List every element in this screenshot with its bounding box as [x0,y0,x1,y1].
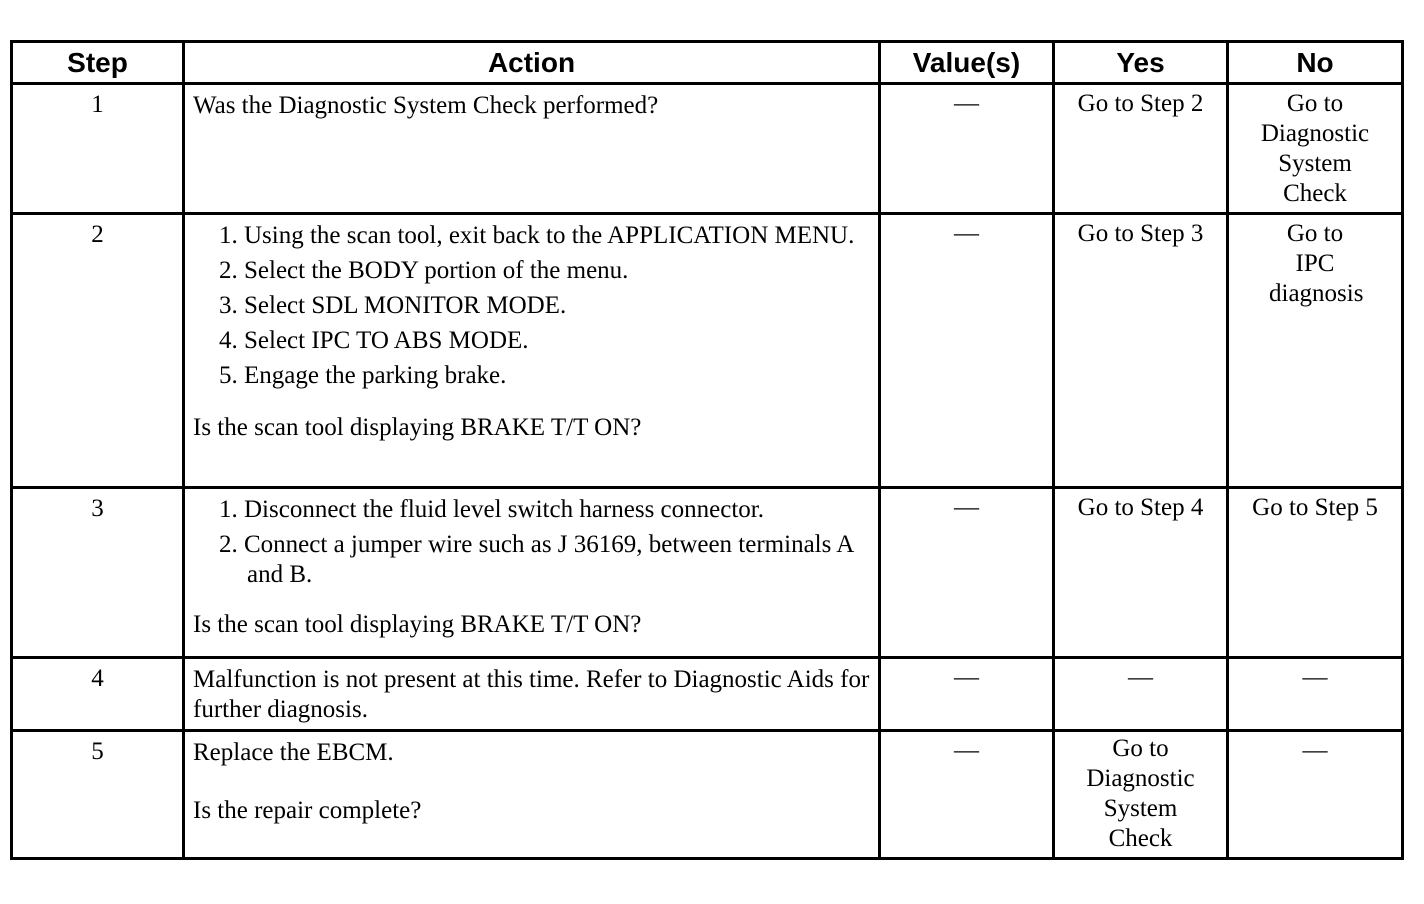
yes-text: Go to Diagnostic System Check [1086,735,1195,852]
action-cell [184,214,880,488]
no-text: — [1302,737,1328,764]
header-values: Value(s) [880,42,1054,84]
header-action: Action [184,42,880,84]
value-text: — [954,737,979,764]
step-cell [12,488,184,658]
header-no: No [1228,42,1403,84]
procedure-steps [193,495,870,590]
step-cell [12,731,184,859]
header-row [12,42,1403,84]
value-text: — [954,494,979,521]
action-cell [184,84,880,214]
yes-cell [1054,488,1228,658]
no-cell [1228,731,1403,859]
action-question: Is the repair complete? [193,797,422,824]
action-cell [184,658,880,731]
action-cell [184,731,880,859]
action-text: Malfunction is not present at this time. Refer to Diagnostic Aids for further diagnosis. [193,666,870,723]
header-yes: Yes [1054,42,1228,84]
action-question: Is the scan tool displaying BRAKE T/T ON? [193,611,642,638]
step-number: 4 [91,665,104,692]
table-row [12,658,1403,731]
header-step: Step [12,42,184,84]
yes-text: — [1128,664,1153,691]
value-cell [880,214,1054,488]
action-question: Is the scan tool displaying BRAKE T/T ON? [193,414,642,441]
no-text: Go to IPC diagnosis [1269,220,1364,307]
procedure-step: 2. Connect a jumper wire such as J 36169, between terminals A and B. [219,531,853,588]
no-cell [1228,658,1403,731]
no-text: Go to Diagnostic System Check [1260,90,1370,207]
step-number: 5 [91,738,104,765]
action-cell [184,488,880,658]
diagnostic-table [10,40,1404,860]
yes-cell [1054,731,1228,859]
step-cell [12,84,184,214]
procedure-step: 1. Disconnect the fluid level switch harness connector. [219,496,764,523]
procedure-step: 2. Select the BODY portion of the menu. [219,257,629,284]
yes-text: Go to Step 4 [1077,494,1204,521]
procedure-step: 5. Engage the parking brake. [219,362,507,389]
no-cell [1228,488,1403,658]
action-text: Replace the EBCM. [193,739,394,766]
procedure-step: 1. Using the scan tool, exit back to the APPLICATION MENU. [219,222,855,249]
value-cell [880,731,1054,859]
value-cell [880,488,1054,658]
no-cell [1228,214,1403,488]
yes-cell [1054,84,1228,214]
table-row [12,488,1403,658]
value-cell [880,84,1054,214]
value-text: — [954,90,979,117]
table-row [12,214,1403,488]
step-number: 3 [91,495,104,522]
procedure-step: 4. Select IPC TO ABS MODE. [219,327,529,354]
no-text: — [1302,664,1328,691]
no-cell [1228,84,1403,214]
table-row [12,731,1403,859]
procedure-step: 3. Select SDL MONITOR MODE. [219,292,567,319]
yes-text: Go to Step 3 [1077,220,1204,247]
yes-cell [1054,658,1228,731]
yes-text: Go to Step 2 [1077,90,1204,117]
step-cell [12,658,184,731]
action-text: Was the Diagnostic System Check performed? [193,92,659,119]
no-text: Go to Step 5 [1252,494,1378,521]
step-cell [12,214,184,488]
step-number: 1 [91,91,104,118]
value-text: — [954,220,979,247]
value-text: — [954,664,979,691]
yes-cell [1054,214,1228,488]
step-number: 2 [91,221,104,248]
table-row [12,84,1403,214]
value-cell [880,658,1054,731]
procedure-steps [193,221,870,391]
